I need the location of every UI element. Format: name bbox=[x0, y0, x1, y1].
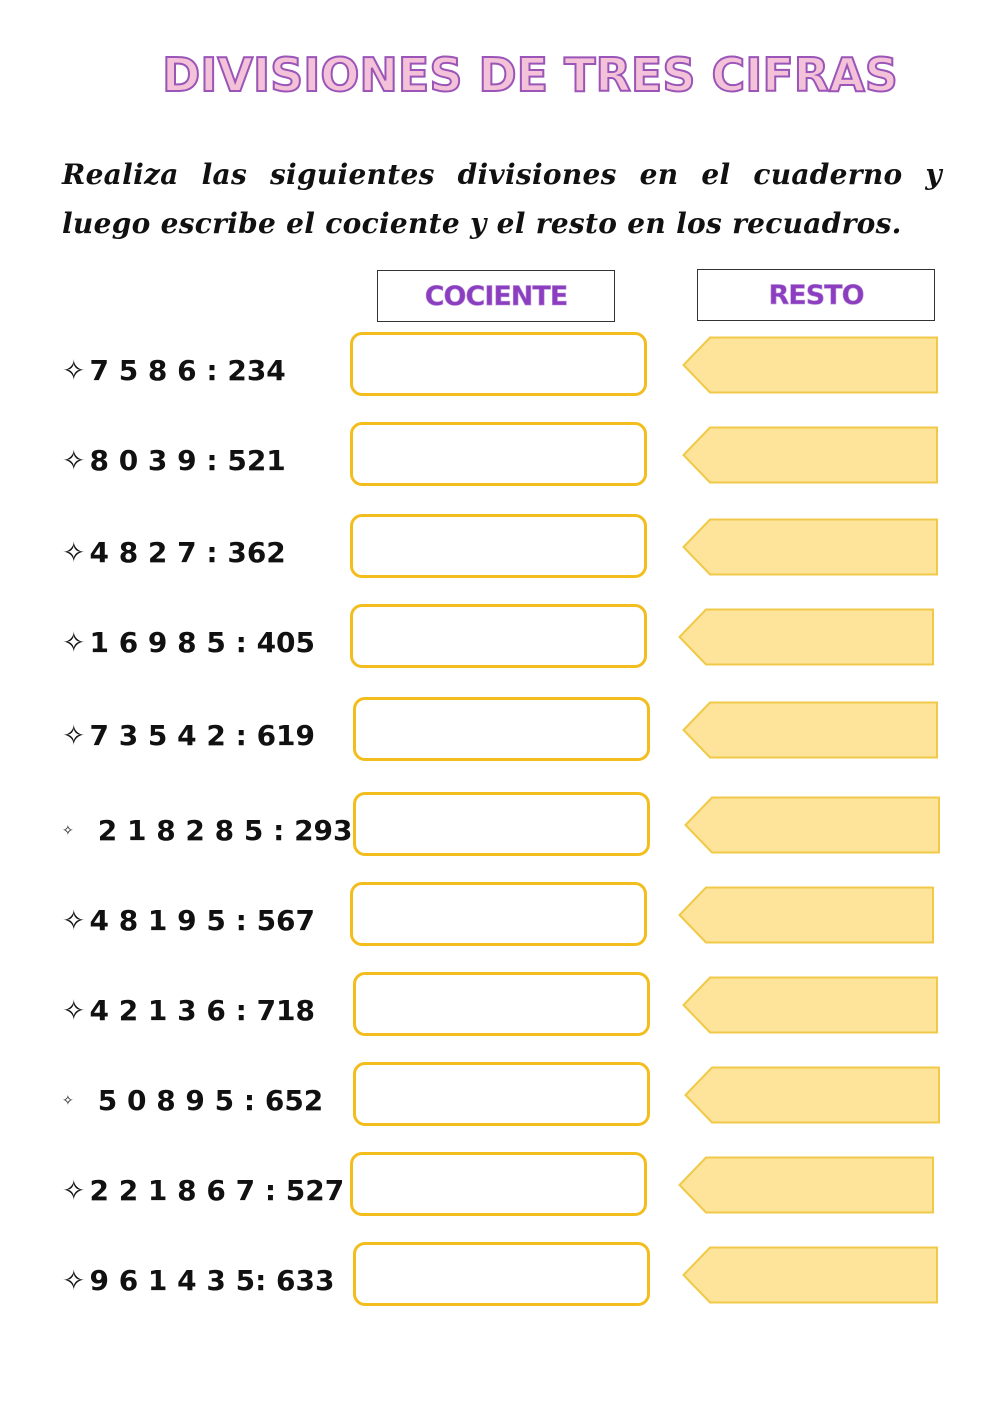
resto-input[interactable] bbox=[678, 1156, 934, 1214]
resto-input[interactable] bbox=[682, 976, 938, 1034]
cociente-input[interactable] bbox=[350, 332, 647, 396]
division-expression: 7 3 5 4 2 : 619 bbox=[89, 719, 316, 752]
division-expression-line bbox=[62, 1264, 335, 1297]
division-row bbox=[0, 420, 1000, 490]
division-expression-line bbox=[62, 626, 315, 659]
cociente-input[interactable] bbox=[350, 1152, 647, 1216]
star-bullet-icon: ✧ bbox=[62, 822, 74, 839]
resto-input[interactable] bbox=[678, 886, 934, 944]
resto-input[interactable] bbox=[682, 426, 938, 484]
star-bullet-icon: ✧ bbox=[62, 626, 86, 659]
division-expression: 8 0 3 9 : 521 bbox=[89, 444, 286, 477]
cociente-input[interactable] bbox=[353, 792, 650, 856]
star-bullet-icon: ✧ bbox=[62, 1174, 86, 1207]
cociente-input[interactable] bbox=[353, 1062, 650, 1126]
star-bullet-icon: ✧ bbox=[62, 444, 86, 477]
star-bullet-icon: ✧ bbox=[62, 1092, 74, 1109]
resto-input[interactable] bbox=[682, 518, 938, 576]
division-expression: 4 8 1 9 5 : 567 bbox=[89, 904, 316, 937]
division-expression-line bbox=[62, 1174, 344, 1207]
resto-input[interactable] bbox=[682, 701, 938, 759]
division-expression-line bbox=[62, 1084, 323, 1117]
division-expression-line bbox=[62, 904, 315, 937]
division-expression: 5 0 8 9 5 : 652 bbox=[97, 1084, 324, 1117]
division-expression-line bbox=[62, 814, 353, 847]
division-expression: 2 2 1 8 6 7 : 527 bbox=[89, 1174, 345, 1207]
star-bullet-icon: ✧ bbox=[62, 536, 86, 569]
division-expression: 4 8 2 7 : 362 bbox=[89, 536, 286, 569]
division-row bbox=[0, 512, 1000, 582]
division-row bbox=[0, 695, 1000, 765]
division-expression-line bbox=[62, 444, 286, 477]
division-expression: 4 2 1 3 6 : 718 bbox=[89, 994, 316, 1027]
star-bullet-icon: ✧ bbox=[62, 994, 86, 1027]
star-bullet-icon: ✧ bbox=[62, 904, 86, 937]
division-expression-line bbox=[62, 994, 315, 1027]
star-bullet-icon: ✧ bbox=[62, 1264, 86, 1297]
cociente-input[interactable] bbox=[353, 1242, 650, 1306]
instructions: Realiza las siguientes divisiones en el cuaderno y luego escribe el cociente y el resto en los recuadros. bbox=[62, 158, 942, 240]
division-expression-line bbox=[62, 354, 286, 387]
header-resto: RESTO bbox=[697, 269, 935, 321]
resto-input[interactable] bbox=[682, 336, 938, 394]
division-row bbox=[0, 790, 1000, 860]
cociente-input[interactable] bbox=[350, 604, 647, 668]
division-row bbox=[0, 1150, 1000, 1220]
page-title: DIVISIONES DE TRES CIFRAS bbox=[162, 48, 898, 102]
cociente-input[interactable] bbox=[353, 972, 650, 1036]
star-bullet-icon: ✧ bbox=[62, 719, 86, 752]
division-expression: 2 1 8 2 8 5 : 293 bbox=[97, 814, 353, 847]
division-row bbox=[0, 1240, 1000, 1310]
resto-input[interactable] bbox=[684, 1066, 940, 1124]
cociente-input[interactable] bbox=[350, 514, 647, 578]
division-row bbox=[0, 1060, 1000, 1130]
star-bullet-icon: ✧ bbox=[62, 354, 86, 387]
division-row bbox=[0, 880, 1000, 950]
division-expression: 9 6 1 4 3 5: 633 bbox=[89, 1264, 335, 1297]
resto-input[interactable] bbox=[678, 608, 934, 666]
cociente-input[interactable] bbox=[350, 422, 647, 486]
division-expression-line bbox=[62, 719, 315, 752]
cociente-input[interactable] bbox=[353, 697, 650, 761]
header-cociente: COCIENTE bbox=[377, 270, 615, 322]
division-row bbox=[0, 330, 1000, 400]
division-row bbox=[0, 970, 1000, 1040]
division-row bbox=[0, 602, 1000, 672]
division-expression: 7 5 8 6 : 234 bbox=[89, 354, 286, 387]
cociente-input[interactable] bbox=[350, 882, 647, 946]
resto-input[interactable] bbox=[682, 1246, 938, 1304]
resto-input[interactable] bbox=[684, 796, 940, 854]
division-expression-line bbox=[62, 536, 286, 569]
division-expression: 1 6 9 8 5 : 405 bbox=[89, 626, 316, 659]
